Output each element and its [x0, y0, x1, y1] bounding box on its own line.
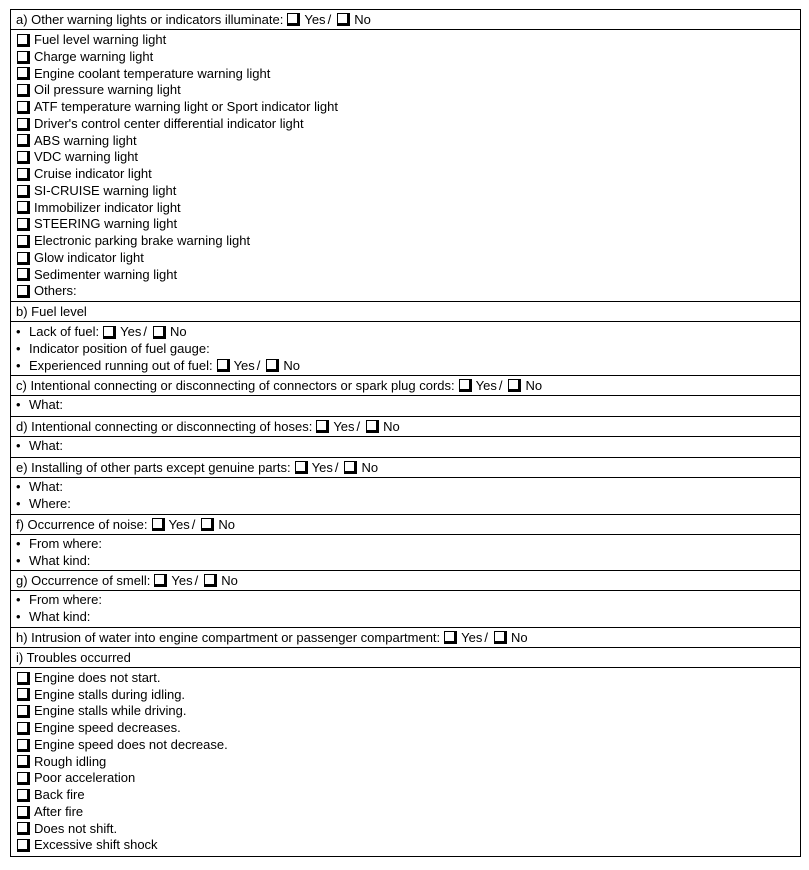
- checkbox-icon[interactable]: [17, 285, 30, 298]
- list-item: [16, 66, 800, 83]
- yes-checkbox[interactable]: [154, 574, 167, 587]
- bullet: •: [16, 479, 21, 495]
- list-item: [16, 609, 800, 626]
- checkbox-icon[interactable]: [17, 755, 30, 768]
- bullet: •: [16, 340, 21, 356]
- checkbox-icon[interactable]: [17, 268, 30, 281]
- item-label: After fire: [34, 803, 84, 819]
- separator: /: [194, 573, 199, 589]
- item-label: Engine speed does not decrease.: [34, 736, 228, 752]
- section-h-title: h) Intrusion of water into engine compartment or passenger compartment:: [16, 629, 441, 645]
- list-item: [16, 837, 800, 854]
- what-kind-label: What kind:: [29, 609, 91, 624]
- yes-checkbox[interactable]: [316, 420, 329, 433]
- list-item: [16, 592, 800, 609]
- yes-label: Yes: [304, 12, 326, 27]
- list-item: [16, 687, 800, 704]
- checkbox-icon[interactable]: [17, 34, 30, 47]
- yes-checkbox[interactable]: [459, 379, 472, 392]
- item-label: Engine stalls while driving.: [34, 703, 187, 719]
- list-item: [16, 720, 800, 737]
- bullet: •: [16, 438, 21, 454]
- no-checkbox[interactable]: [494, 631, 507, 644]
- section-c-title: c) Intentional connecting or disconnecting of connectors or spark plug cords:: [16, 378, 455, 394]
- item-label: ABS warning light: [34, 132, 137, 148]
- section-a-title: a) Other warning lights or indicators illuminate:: [16, 12, 284, 27]
- list-item: [16, 183, 800, 200]
- separator: /: [356, 419, 361, 435]
- section-a-items: [11, 30, 800, 302]
- item-label: ATF temperature warning light or Sport indicator light: [34, 99, 338, 114]
- yes-checkbox[interactable]: [103, 326, 116, 339]
- separator: /: [191, 516, 196, 532]
- checkbox-icon[interactable]: [17, 151, 30, 164]
- item-label: Poor acceleration: [34, 770, 136, 786]
- list-item: [16, 166, 800, 183]
- list-item: [16, 324, 800, 341]
- list-item: [16, 82, 800, 99]
- list-item: [16, 216, 800, 233]
- section-c-items: [11, 396, 800, 417]
- no-checkbox[interactable]: [266, 359, 279, 372]
- section-d-header: [11, 417, 800, 437]
- item-label: Engine stalls during idling.: [34, 686, 186, 702]
- checkbox-icon[interactable]: [17, 839, 30, 852]
- list-item: [16, 670, 800, 687]
- list-item: [16, 787, 800, 804]
- no-label: No: [283, 357, 301, 373]
- list-item: [16, 754, 800, 771]
- lack-of-fuel-label: Lack of fuel:: [29, 324, 100, 339]
- section-g-title: g) Occurrence of smell:: [16, 573, 151, 589]
- list-item: [16, 804, 800, 821]
- yes-label: Yes: [333, 419, 355, 435]
- ran-out-label: Experienced running out of fuel:: [29, 357, 213, 373]
- bullet: •: [16, 592, 21, 608]
- yes-label: Yes: [168, 516, 190, 532]
- checkbox-icon[interactable]: [17, 101, 30, 114]
- separator: /: [143, 324, 147, 339]
- list-item: [16, 99, 800, 116]
- no-checkbox[interactable]: [344, 461, 357, 474]
- no-checkbox[interactable]: [508, 379, 521, 392]
- where-label: Where:: [29, 496, 71, 511]
- yes-label: Yes: [171, 573, 193, 589]
- section-g-items: [11, 591, 800, 628]
- checkbox-icon[interactable]: [17, 739, 30, 752]
- list-item: [16, 438, 800, 455]
- bullet: •: [16, 609, 21, 624]
- section-i-items: [11, 668, 800, 857]
- list-item: [16, 553, 800, 570]
- list-item: [16, 821, 800, 838]
- item-label: Does not shift.: [34, 820, 118, 836]
- checkbox-icon[interactable]: [17, 168, 30, 181]
- checkbox-icon[interactable]: [17, 688, 30, 701]
- item-label: Others:: [34, 283, 77, 299]
- no-checkbox[interactable]: [337, 13, 350, 26]
- bullet: •: [16, 324, 21, 339]
- no-label: No: [221, 573, 238, 589]
- checkbox-icon[interactable]: [17, 722, 30, 735]
- no-checkbox[interactable]: [201, 518, 214, 531]
- section-d-items: [11, 437, 800, 458]
- list-item: [16, 397, 800, 414]
- yes-label: Yes: [475, 378, 497, 394]
- what-label: What:: [29, 397, 63, 413]
- item-label: Fuel level warning light: [34, 32, 167, 47]
- list-item: [16, 283, 800, 300]
- item-label: Driver's control center differential indicator light: [34, 115, 304, 131]
- section-b-items: [11, 322, 800, 376]
- section-f-title: f) Occurrence of noise:: [16, 516, 148, 532]
- yes-checkbox[interactable]: [295, 461, 308, 474]
- checkbox-icon[interactable]: [17, 235, 30, 248]
- bullet: •: [16, 496, 21, 511]
- item-label: VDC warning light: [34, 149, 139, 165]
- list-item: [16, 49, 800, 66]
- no-label: No: [383, 419, 400, 435]
- checkbox-icon[interactable]: [17, 51, 30, 64]
- item-label: Back fire: [34, 787, 85, 802]
- item-label: Electronic parking brake warning light: [34, 233, 251, 248]
- section-e-items: [11, 478, 800, 515]
- yes-label: Yes: [461, 629, 483, 645]
- no-label: No: [361, 460, 379, 476]
- list-item: [16, 133, 800, 150]
- item-label: Engine speed decreases.: [34, 720, 181, 735]
- item-label: STEERING warning light: [34, 216, 178, 232]
- section-f-items: [11, 535, 800, 572]
- checkbox-icon[interactable]: [17, 218, 30, 231]
- checkbox-icon[interactable]: [17, 772, 30, 785]
- what-kind-label: What kind:: [29, 552, 91, 568]
- section-b-header: [11, 302, 800, 322]
- yes-checkbox[interactable]: [287, 13, 300, 26]
- what-label: What:: [29, 438, 63, 454]
- yes-label: Yes: [311, 460, 333, 476]
- list-item: [16, 149, 800, 166]
- checkbox-icon[interactable]: [17, 67, 30, 80]
- list-item: [16, 200, 800, 217]
- section-d-title: d) Intentional connecting or disconnecting of hoses:: [16, 419, 313, 435]
- section-f-header: [11, 515, 800, 535]
- item-label: SI-CRUISE warning light: [34, 182, 177, 198]
- item-label: Rough idling: [34, 753, 107, 769]
- checkbox-icon[interactable]: [17, 806, 30, 819]
- separator: /: [334, 460, 339, 476]
- list-item: [16, 267, 800, 284]
- checkbox-icon[interactable]: [17, 185, 30, 198]
- checkbox-icon[interactable]: [17, 822, 30, 835]
- no-label: No: [511, 629, 528, 645]
- list-item: [16, 250, 800, 267]
- checkbox-icon[interactable]: [17, 201, 30, 214]
- item-label: Excessive shift shock: [34, 837, 158, 853]
- checkbox-icon[interactable]: [17, 252, 30, 265]
- item-label: Engine does not start.: [34, 669, 161, 685]
- yes-label: Yes: [233, 357, 255, 373]
- separator: /: [327, 12, 332, 27]
- item-label: Glow indicator light: [34, 249, 144, 265]
- item-label: Sedimenter warning light: [34, 266, 178, 282]
- section-a-header: [11, 10, 800, 30]
- no-label: No: [525, 378, 543, 394]
- item-label: Immobilizer indicator light: [34, 199, 181, 215]
- yes-label: Yes: [120, 324, 142, 339]
- list-item: [16, 496, 800, 513]
- checkbox-icon[interactable]: [17, 705, 30, 718]
- list-item: [16, 341, 800, 358]
- from-where-label: From where:: [29, 535, 102, 551]
- list-item: [16, 479, 800, 496]
- list-item: [16, 737, 800, 754]
- what-label: What:: [29, 479, 63, 495]
- list-item: [16, 358, 800, 375]
- bullet: •: [16, 397, 21, 413]
- item-label: Charge warning light: [34, 48, 154, 64]
- diagnosis-form: [10, 9, 801, 857]
- section-i-header: [11, 648, 800, 668]
- section-e-header: [11, 458, 800, 478]
- separator: /: [256, 357, 261, 373]
- checkbox-icon[interactable]: [17, 672, 30, 685]
- item-label: Cruise indicator light: [34, 166, 152, 181]
- list-item: [16, 536, 800, 553]
- checkbox-icon[interactable]: [17, 789, 30, 802]
- list-item: [16, 32, 800, 49]
- checkbox-icon[interactable]: [17, 118, 30, 131]
- list-item: [16, 233, 800, 250]
- separator: /: [484, 629, 489, 645]
- bullet: •: [16, 535, 21, 551]
- section-c-header: [11, 376, 800, 396]
- bullet: •: [16, 552, 21, 568]
- section-g-header: [11, 571, 800, 591]
- fuel-gauge-label: Indicator position of fuel gauge:: [29, 340, 210, 356]
- checkbox-icon[interactable]: [17, 134, 30, 147]
- no-label: No: [218, 516, 235, 532]
- list-item: [16, 116, 800, 133]
- bullet: •: [16, 357, 21, 373]
- yes-checkbox[interactable]: [444, 631, 457, 644]
- no-label: No: [354, 12, 371, 27]
- from-where-label: From where:: [29, 592, 102, 608]
- section-e-title: e) Installing of other parts except genuine parts:: [16, 460, 291, 476]
- section-h-header: [11, 628, 800, 648]
- section-b-title: b) Fuel level: [16, 304, 87, 319]
- no-checkbox[interactable]: [204, 574, 217, 587]
- checkbox-icon[interactable]: [17, 84, 30, 97]
- no-checkbox[interactable]: [366, 420, 379, 433]
- list-item: [16, 703, 800, 720]
- yes-checkbox[interactable]: [152, 518, 165, 531]
- item-label: Oil pressure warning light: [34, 82, 181, 98]
- list-item: [16, 770, 800, 787]
- yes-checkbox[interactable]: [217, 359, 230, 372]
- section-i-title: i) Troubles occurred: [16, 649, 131, 665]
- item-label: Engine coolant temperature warning light: [34, 65, 271, 81]
- no-checkbox[interactable]: [153, 326, 166, 339]
- separator: /: [498, 378, 503, 394]
- no-label: No: [169, 324, 187, 339]
